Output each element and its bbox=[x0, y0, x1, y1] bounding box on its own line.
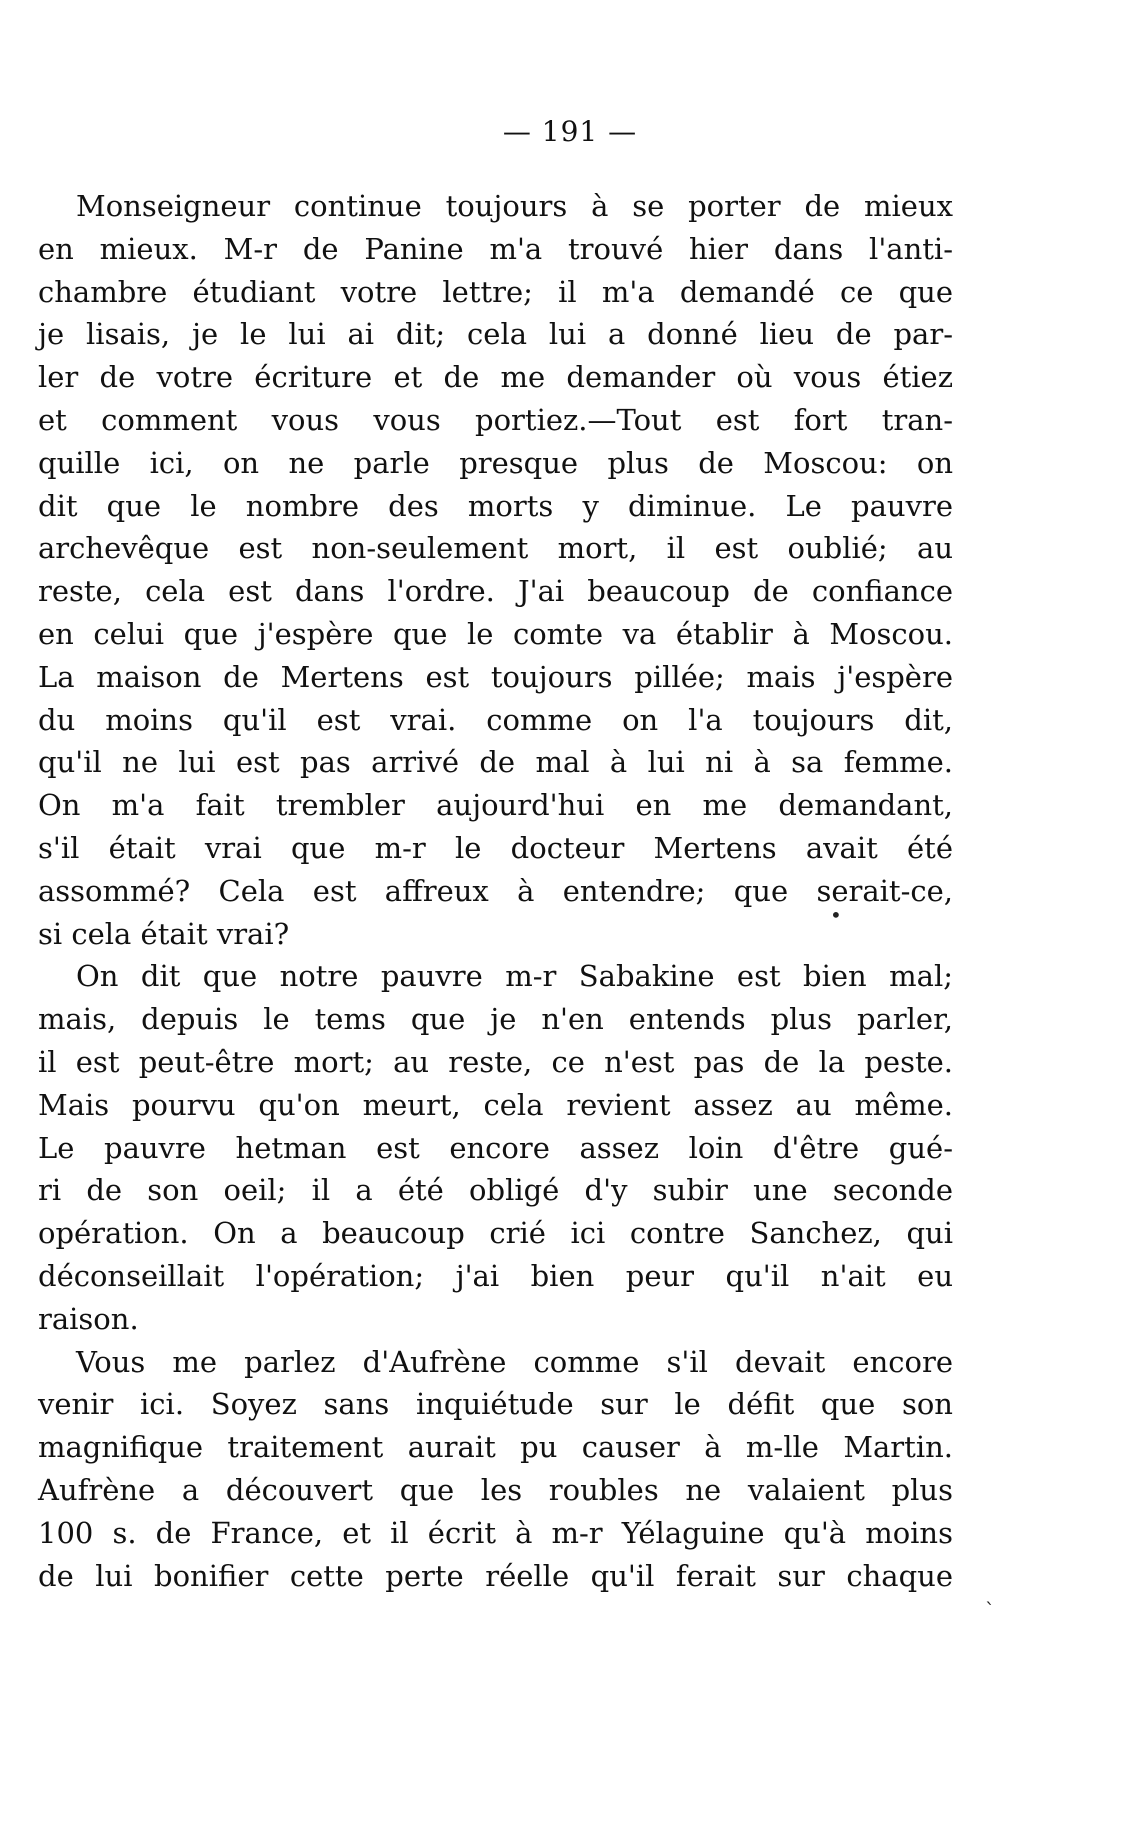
text-line: Monseigneur continue toujours à se porter de mieux bbox=[76, 189, 953, 223]
print-speck: ˋ bbox=[985, 1598, 995, 1622]
text-line: raison. bbox=[38, 1301, 139, 1336]
text-line: déconseillait l'opération; j'ai bien peur qu'il n'ait eu bbox=[38, 1258, 953, 1293]
text-line: On dit que notre pauvre m-r Sabakine est bien mal; bbox=[76, 959, 953, 994]
text-line: je lisais, je le lui ai dit; cela lui a donné lieu de par- bbox=[38, 317, 953, 352]
text-line: reste, cela est dans l'ordre. J'ai beaucoup de confiance bbox=[38, 574, 953, 609]
text-line: Vous me parlez d'Aufrène comme s'il devait encore bbox=[76, 1344, 953, 1379]
text-line: mais, depuis le tems que je n'en entends plus parler, bbox=[38, 1002, 953, 1037]
text-line: quille ici, on ne parle presque plus de Moscou: on bbox=[38, 445, 953, 480]
text-line: qu'il ne lui est pas arrivé de mal à lui ni à sa femme. bbox=[38, 745, 953, 780]
text-line: ler de votre écriture et de me demander où vous étiez bbox=[38, 360, 953, 395]
text-line: en mieux. M-r de Panine m'a trouvé hier dans l'anti- bbox=[38, 231, 953, 266]
paragraph-3 bbox=[38, 1341, 953, 1598]
text-line: de lui bonifier cette perte réelle qu'il ferait sur chaque bbox=[38, 1558, 953, 1593]
text-line: du moins qu'il est vrai. comme on l'a toujours dit, bbox=[38, 702, 953, 737]
text-line: Mais pourvu qu'on meurt, cela revient assez au même. bbox=[38, 1087, 953, 1122]
paragraph-2 bbox=[38, 955, 953, 1340]
body-text bbox=[38, 185, 953, 1597]
text-line: en celui que j'espère que le comte va établir à Moscou. bbox=[38, 616, 953, 651]
text-line: 100 s. de France, et il écrit à m-r Yélaguine qu'à moins bbox=[38, 1515, 953, 1550]
page-number: — 191 — bbox=[502, 115, 638, 148]
print-speck: • bbox=[830, 903, 842, 927]
text-line: magnifique traitement aurait pu causer à m-lle Martin. bbox=[38, 1430, 953, 1465]
text-line: opération. On a beaucoup crié ici contre Sanchez, qui bbox=[38, 1216, 953, 1251]
text-line: il est peut-être mort; au reste, ce n'est pas de la peste. bbox=[38, 1044, 953, 1079]
text-line: assommé? Cela est affreux à entendre; que serait-ce, bbox=[38, 873, 953, 908]
text-line: archevêque est non-seulement mort, il est oublié; au bbox=[38, 531, 953, 566]
text-line: chambre étudiant votre lettre; il m'a demandé ce que bbox=[38, 274, 953, 309]
paragraph-1 bbox=[38, 185, 953, 955]
text-line: dit que le nombre des morts y diminue. Le pauvre bbox=[38, 488, 953, 523]
text-line: La maison de Mertens est toujours pillée; mais j'espère bbox=[38, 659, 953, 694]
text-line: s'il était vrai que m-r le docteur Mertens avait été bbox=[38, 830, 953, 865]
text-line: On m'a fait trembler aujourd'hui en me demandant, bbox=[38, 788, 953, 823]
text-line: ri de son oeil; il a été obligé d'y subir une seconde bbox=[38, 1173, 953, 1208]
text-line: Aufrène a découvert que les roubles ne valaient plus bbox=[38, 1472, 953, 1507]
text-line: Le pauvre hetman est encore assez loin d'être gué- bbox=[38, 1130, 953, 1165]
text-line: et comment vous vous portiez.—Tout est fort tran- bbox=[38, 402, 953, 437]
text-line: si cela était vrai? bbox=[38, 916, 290, 951]
text-line: venir ici. Soyez sans inquiétude sur le défit que son bbox=[38, 1387, 953, 1422]
